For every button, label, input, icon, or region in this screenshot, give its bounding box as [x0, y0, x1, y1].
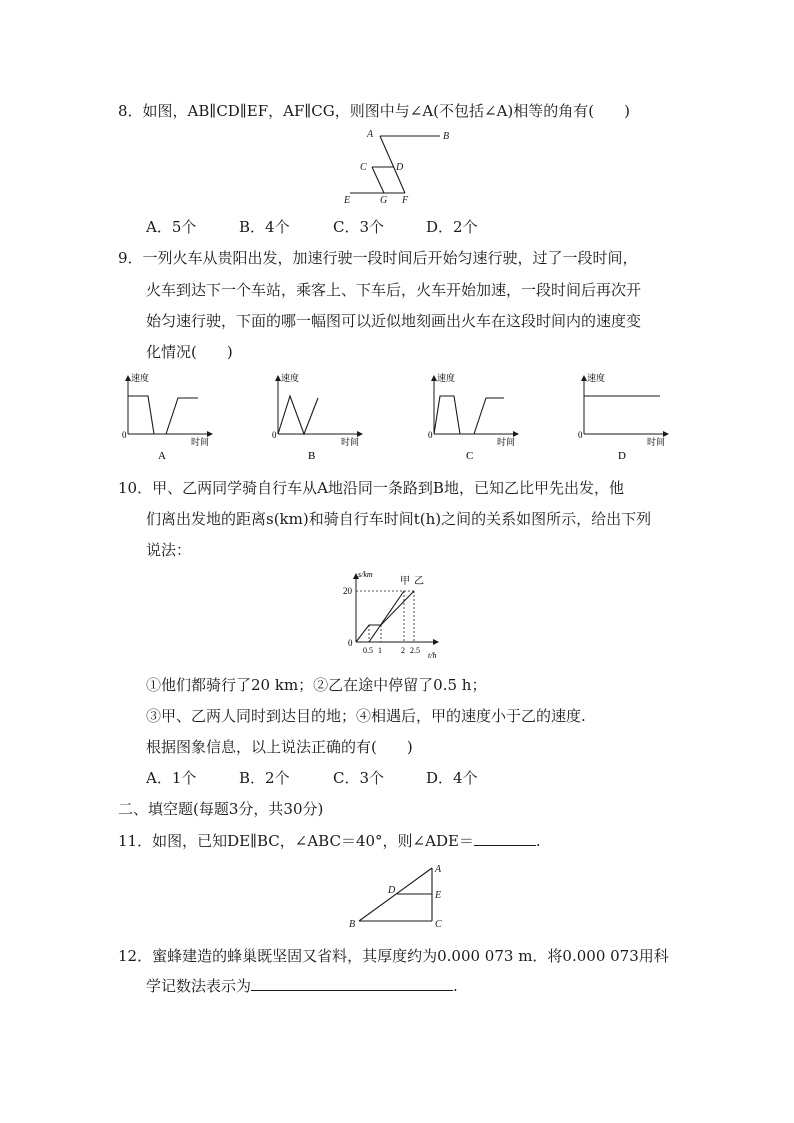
q12-answer-blank[interactable] [251, 976, 453, 991]
q10-line-jia [369, 591, 404, 642]
q12-line-1: 12．蜜蜂建造的蜂巢既坚固又省料，其厚度约为0.000 073 m．将0.000 073用科 [118, 947, 669, 965]
q8-segment-cg [372, 167, 384, 193]
q12-line-2-end: . [453, 977, 458, 995]
q10-x-axis-label: t/h [428, 651, 437, 660]
q8-label-f: F [402, 195, 409, 206]
q9c-speed-curve [434, 396, 504, 434]
q10-x-tick-1: 1 [378, 646, 382, 655]
q9-graph-a [118, 368, 218, 464]
q10-statement-1: ①他们都骑行了20 km；②乙在途中停留了0.5 h； [146, 676, 487, 694]
q9-graph-c [424, 368, 524, 464]
q8-label-e: E [344, 195, 351, 206]
q10-y-axis-label: s/km [358, 570, 373, 579]
q9b-speed-curve [278, 396, 318, 434]
q8-options [146, 217, 478, 237]
q12-line-2 [146, 976, 458, 996]
q9c-origin: 0 [428, 430, 433, 440]
section-2-title: 二、填空题(每题3分，共30分) [118, 800, 324, 818]
q8-stem: 8．如图，AB∥CD∥EF，AF∥CG，则图中与∠A(不包括∠A)相等的角有( ) [118, 102, 630, 120]
q8-label-c: C [360, 162, 367, 173]
q9b-origin: 0 [272, 430, 277, 440]
q8-label-a: A [367, 129, 374, 140]
q11-label-b: B [349, 919, 356, 930]
q10-x-tick-05: 0.5 [363, 646, 373, 655]
q9-line-1: 9．一列火车从贵阳出发，加速行驶一段时间后开始匀速行驶，过了一段时间， [118, 249, 638, 267]
q11-answer-blank[interactable] [474, 831, 536, 846]
q9d-x-label: 时间 [647, 437, 666, 447]
q9-line-3: 始匀速行驶，下面的哪一幅图可以近似地刻画出火车在这段时间内的速度变 [146, 312, 642, 330]
q11-label-c: C [435, 919, 442, 930]
q8-label-d: D [396, 162, 404, 173]
q9c-x-label: 时间 [497, 437, 516, 447]
q9a-origin: 0 [122, 430, 127, 440]
q11-stem-text: 11．如图，已知DE∥BC，∠ABC＝40°，则∠ADE＝ [118, 832, 474, 850]
q10-line-2: 们离出发地的距离s(km)和骑自行车时间t(h)之间的关系如图所示，给出下列 [146, 510, 652, 528]
q11-label-d: D [388, 885, 396, 896]
q11-label-e: E [435, 890, 442, 901]
q10-statement-2: ③甲、乙两人同时到达目的地；④相遇后，甲的速度小于乙的速度. [146, 707, 586, 725]
q9d-y-label: 速度 [587, 373, 606, 383]
q10-x-tick-2: 2 [401, 646, 405, 655]
q10-line-3: 说法： [146, 541, 192, 559]
q8-option-c[interactable]: C．3个 [333, 218, 385, 236]
q10-line-yi [356, 591, 414, 642]
q9b-y-label: 速度 [281, 373, 300, 383]
q9d-origin: 0 [578, 430, 583, 440]
q9c-letter: C [466, 450, 474, 462]
q8-option-d[interactable]: D．2个 [426, 218, 478, 236]
q10-option-d[interactable]: D．4个 [426, 769, 478, 787]
q9a-y-label: 速度 [131, 373, 150, 383]
q8-figure [338, 126, 468, 206]
q8-option-a[interactable]: A．5个 [146, 218, 197, 236]
q11-label-a: A [435, 864, 442, 875]
q10-figure [338, 568, 448, 660]
q9-graph-d [574, 368, 674, 464]
q10-option-b[interactable]: B．2个 [239, 769, 290, 787]
q10-origin: 0 [348, 638, 353, 648]
q11-stem [118, 831, 541, 851]
q9b-letter: B [308, 450, 316, 462]
q10-option-c[interactable]: C．3个 [333, 769, 385, 787]
q10-options [146, 768, 478, 788]
q9a-x-label: 时间 [191, 437, 210, 447]
q8-label-b: B [443, 131, 450, 142]
q12-line-2-text: 学记数法表示为 [146, 977, 252, 995]
q10-series-yi: 乙 [414, 576, 424, 587]
q10-line-1: 10．甲、乙两同学骑自行车从A地沿同一条路到B地，已知乙比甲先出发，他 [118, 479, 624, 497]
q9d-letter: D [618, 450, 626, 462]
q11-figure [346, 860, 456, 932]
q10-x-tick-25: 2.5 [410, 646, 420, 655]
q9-graph-b [268, 368, 368, 464]
q10-series-jia: 甲 [400, 576, 410, 587]
q10-statement-3: 根据图象信息，以上说法正确的有( ) [146, 738, 413, 756]
q9a-speed-curve [128, 396, 198, 434]
q9-line-2: 火车到达下一个车站，乘客上、下车后，火车开始加速，一段时间后再次开 [146, 281, 642, 299]
q9b-x-label: 时间 [341, 437, 360, 447]
q8-option-b[interactable]: B．4个 [239, 218, 290, 236]
q9a-letter: A [158, 450, 166, 462]
q10-option-a[interactable]: A．1个 [146, 769, 197, 787]
q9-line-4: 化情况( ) [146, 343, 233, 361]
q9c-y-label: 速度 [437, 373, 456, 383]
q10-y-tick-20: 20 [343, 586, 352, 596]
q8-label-g: G [380, 195, 388, 206]
q11-stem-end: . [535, 832, 541, 850]
